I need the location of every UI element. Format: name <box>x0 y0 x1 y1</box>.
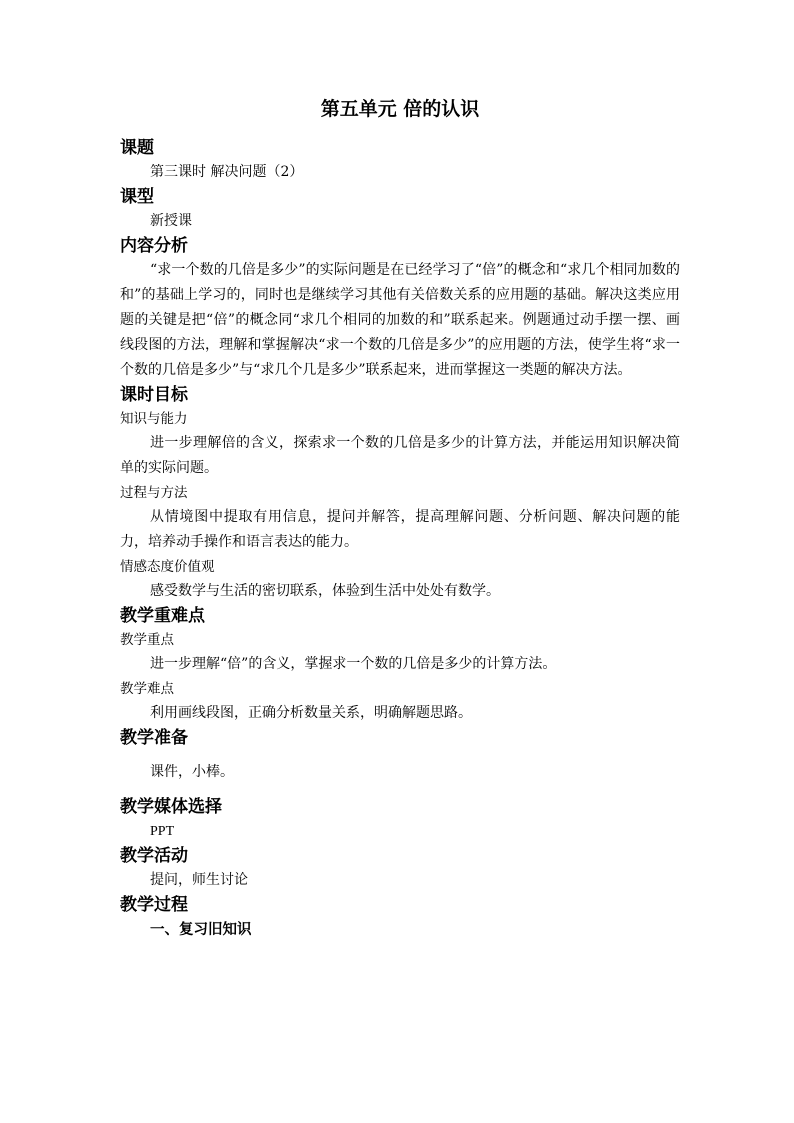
activities-text: 提问，师生讨论 <box>150 872 248 888</box>
lesson-type-text: 新授课 <box>150 213 192 229</box>
document-page <box>120 96 680 943</box>
objective-text-process: 从情境图中提取有用信息，提问并解答，提高理解问题、分析问题、解决问题的能力，培养动手操作和语言表达的能力。 <box>120 509 680 550</box>
preparation-text: 课件，小棒。 <box>150 764 234 780</box>
objective-sub-process: 过程与方法 <box>120 485 188 501</box>
difficulty-text: 利用画线段图，正确分析数量关系，明确解题思路。 <box>150 705 472 721</box>
process-step-1: 一、复习旧知识 <box>150 922 252 938</box>
content-analysis-text: “求一个数的几倍是多少”的实际问题是在已经学习了“倍”的概念和“求几个相同加数的和”的基础上学习的，同时也是继续学习其他有关倍数关系的应用题的基础。解决这类应用题的关键是把“倍”的概念同“求几个相同的加数的和”联系起来。例题通过动手摆一摆、画线段图的方法，理解和掌握解决“求一个数的几倍是多少”的应用题的方法，使学生将“求一个数的几倍是多少”与“求几个几是多少”联系起来，进而掌握这一类题的解决方法。 <box>120 262 680 378</box>
section-heading-preparation: 教学准备 <box>120 728 188 748</box>
section-heading-topic: 课题 <box>120 138 154 158</box>
key-point-text: 进一步理解“倍”的含义，掌握求一个数的几倍是多少的计算方法。 <box>150 656 557 672</box>
objective-text-attitude: 感受数学与生活的密切联系，体验到生活中处处有数学。 <box>150 583 500 599</box>
difficulty-sub: 教学难点 <box>120 681 174 697</box>
section-heading-lesson-type: 课型 <box>120 187 154 207</box>
section-heading-media: 教学媒体选择 <box>120 797 222 817</box>
section-heading-activities: 教学活动 <box>120 846 188 866</box>
topic-text: 第三课时 解决问题（2） <box>150 164 304 180</box>
document-title: 第五单元 倍的认识 <box>320 98 480 120</box>
objective-sub-knowledge: 知识与能力 <box>120 411 188 427</box>
section-heading-objectives: 课时目标 <box>120 385 188 405</box>
section-heading-key-points: 教学重难点 <box>120 606 205 626</box>
objective-text-knowledge: 进一步理解倍的含义，探索求一个数的几倍是多少的计算方法，并能运用知识解决简单的实际问题。 <box>120 435 680 476</box>
key-point-sub: 教学重点 <box>120 632 174 648</box>
section-heading-process: 教学过程 <box>120 895 188 915</box>
media-text: PPT <box>150 824 175 839</box>
objective-sub-attitude: 情感态度价值观 <box>120 559 215 575</box>
section-heading-content-analysis: 内容分析 <box>120 236 188 256</box>
